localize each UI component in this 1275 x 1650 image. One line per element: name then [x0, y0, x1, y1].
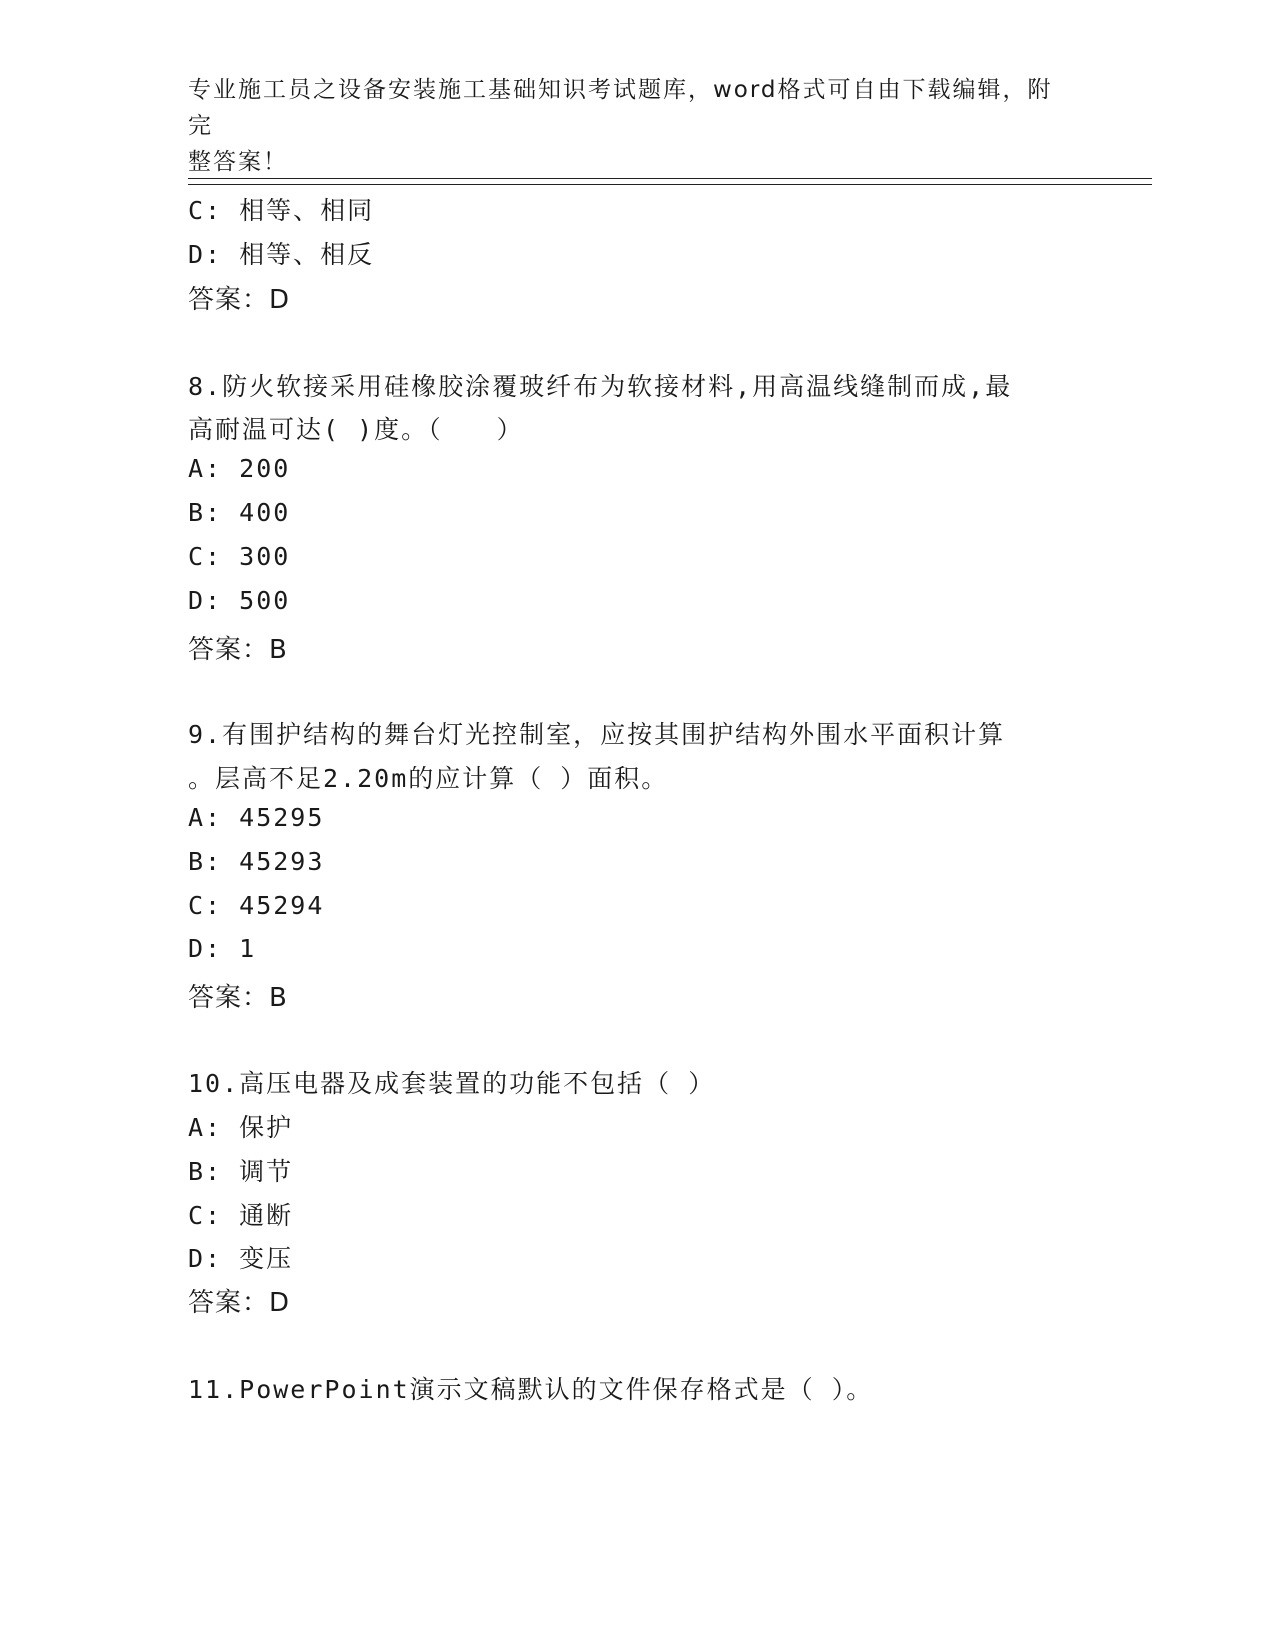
question-9-stem-line-1: 9.有围护结构的舞台灯光控制室，应按其围护结构外围水平面积计算: [188, 720, 1006, 749]
header-line-2: 整答案！: [188, 149, 288, 175]
question-11-stem-line-1: 11.PowerPoint演示文稿默认的文件保存格式是（ ）。: [188, 1375, 874, 1404]
question-9-option-a: A: 45295: [188, 803, 325, 832]
question-9-stem-line-2: 。层高不足2.20m的应计算（ ）面积。: [188, 764, 669, 793]
question-9-option-b: B: 45293: [188, 847, 325, 876]
header-divider-bottom: [188, 184, 1152, 185]
question-10-stem-line-1: 10.高压电器及成套装置的功能不包括（ ）: [188, 1069, 716, 1098]
question-8-answer: 答案：B: [188, 635, 288, 665]
answer-line: 答案：D: [188, 285, 291, 315]
header-divider-top: [188, 178, 1152, 179]
header-line-1: 专业施工员之设备安装施工基础知识考试题库，word格式可自由下载编辑，附完: [188, 77, 1053, 139]
question-8-option-d: D: 500: [188, 586, 291, 615]
question-8-option-a: A: 200: [188, 454, 291, 483]
question-10-option-c: C: 通断: [188, 1201, 294, 1230]
question-8-option-c: C: 300: [188, 542, 291, 571]
option-d: D: 相等、相反: [188, 240, 375, 269]
question-8-stem-line-1: 8.防火软接采用硅橡胶涂覆玻纤布为软接材料,用高温线缝制而成,最: [188, 372, 1013, 401]
question-9-answer: 答案：B: [188, 983, 288, 1013]
question-9-option-c: C: 45294: [188, 891, 325, 920]
question-8-stem-line-2: 高耐温可达( )度。（ ）: [188, 415, 524, 444]
document-header: [188, 72, 1068, 180]
question-10-option-a: A: 保护: [188, 1113, 294, 1142]
question-8-option-b: B: 400: [188, 498, 291, 527]
question-9-option-d: D: 1: [188, 934, 257, 963]
question-10-option-b: B: 调节: [188, 1157, 294, 1186]
question-10-answer: 答案：D: [188, 1288, 291, 1318]
option-c: C: 相等、相同: [188, 196, 375, 225]
question-10-option-d: D: 变压: [188, 1244, 294, 1273]
